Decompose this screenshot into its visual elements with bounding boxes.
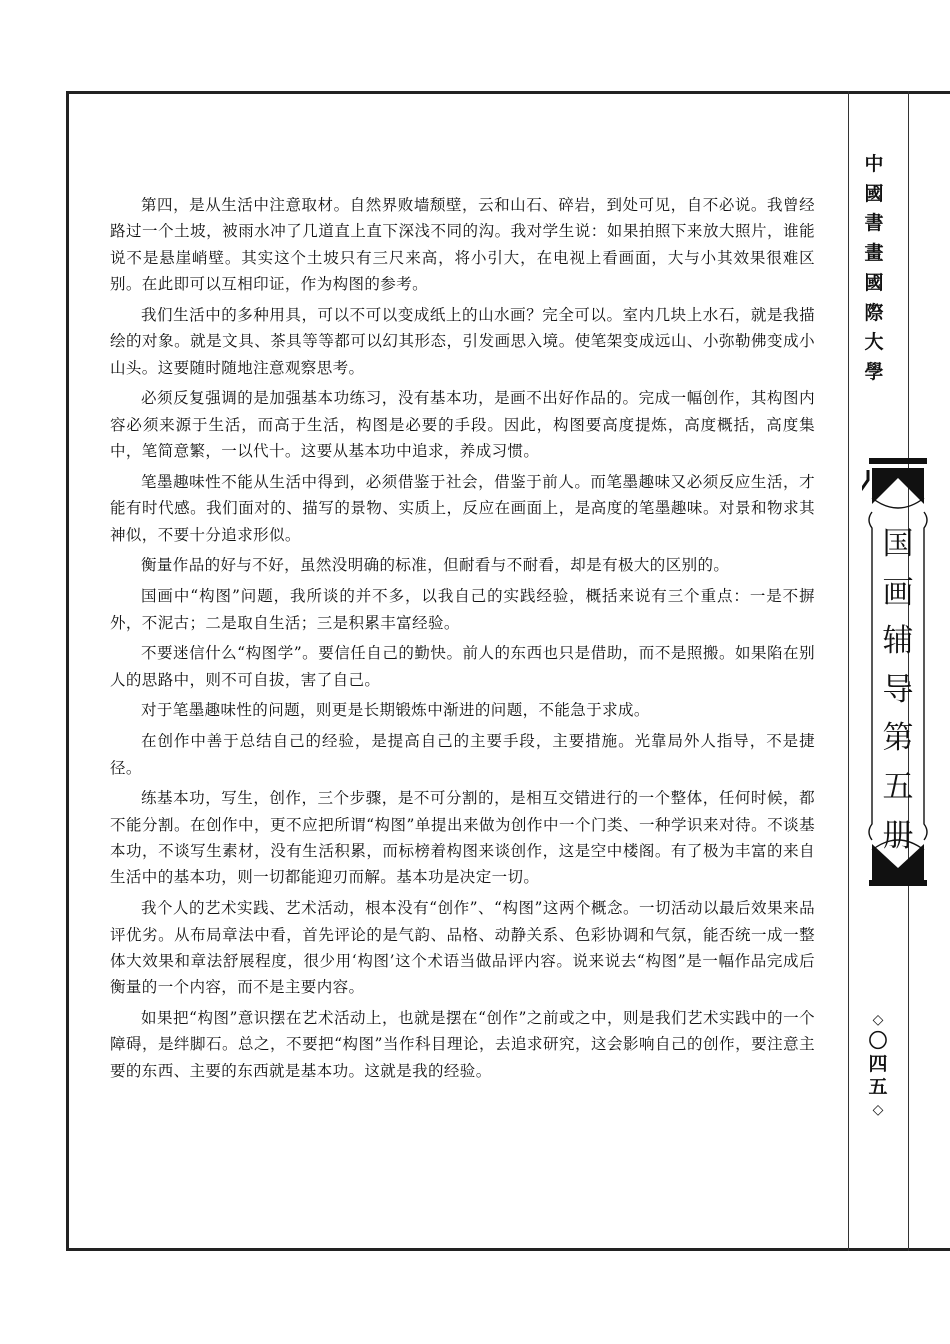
diamond-ornament-icon: ◇ bbox=[872, 1012, 884, 1028]
divider-bar bbox=[869, 880, 927, 886]
side-rule bbox=[848, 91, 849, 1251]
volume-title: 国画辅导第五册 bbox=[882, 526, 914, 854]
page-number: 〇四五 bbox=[868, 1030, 888, 1098]
paragraph: 练基本功，写生，创作，三个步骤，是不可分割的，是相互交错进行的一个整体，任何时候，都不能分割。在创作中，更不应把所谓“构图”单提出来做为创作中一个门类、一种学识来对待。不谈基本功，不谈写生素材，没有生活积累，而标榜着构图来谈创作，这是空中楼阁。有了极为丰富的来自生活中的基本功，则一切都能迎刃而解。基本功是决定一切。 bbox=[110, 789, 815, 887]
paragraph: 如果把“构图”意识摆在艺术活动上，也就是摆在“创作”之前或之中，则是我们艺术实践中的一个障碍，是绊脚石。总之，不要把“构图”当作科目理论，去追求研究，这会影响自己的创作，要注意主要的东西、主要的东西就是基本功。这就是我的经验。 bbox=[110, 1009, 815, 1080]
body-text bbox=[110, 192, 815, 1089]
paragraph: 第四，是从生活中注意取材。自然界败墙颓壁，云和山石、碎岩，到处可见，自不必说。我曾经路过一个土坡，被雨水冲了几道直上直下深浅不同的沟。我对学生说：如果拍照下来放大照片，谁能说不是悬崖峭壁。其实这个土坡只有三尺来高，将小引大，在电视上看画面，大与小其效果很难区别。在此即可以互相印证，作为构图的参考。 bbox=[110, 196, 815, 294]
paragraph: 对于笔墨趣味性的问题，则更是长期锻炼中渐进的问题，不能急于求成。 bbox=[141, 701, 650, 720]
paragraph: 必须反复强调的是加强基本功练习，没有基本功，是画不出好作品的。完成一幅创作，其构图内容必须来源于生活，而高于生活，构图是必要的手段。因此，构图要高度提炼，高度概括，高度集中，笔简意繁，一以代十。这要从基本功中追求，养成习惯。 bbox=[110, 389, 815, 461]
paragraph: 我们生活中的多种用具，可以不可以变成纸上的山水画？完全可以。室内几块上水石，就是我描绘的对象。就是文具、茶具等等都可以幻其形态，引发画思入境。使笔架变成远山、小弥勒佛变成小山头。这要随时随地注意观察思考。 bbox=[110, 305, 815, 377]
paragraph: 国画中“构图”问题，我所谈的并不多，以我自己的实践经验，概括来说有三个重点：一是不摒外，不泥古；二是取自生活；三是积累丰富经验。 bbox=[110, 587, 815, 632]
paragraph: 在创作中善于总结自己的经验，是提高自己的主要手段，主要措施。光靠局外人指导，不是捷径。 bbox=[110, 732, 815, 777]
diamond-ornament-icon: ◇ bbox=[872, 1102, 884, 1118]
paragraph: 笔墨趣味性不能从生活中得到，必须借鉴于社会，借鉴于前人。而笔墨趣味又必须反应生活，才能有时代感。我们面对的、描写的景物、实质上，反应在画面上，是高度的笔墨趣味。对景和物求其神似，不要十分追求形似。 bbox=[110, 472, 815, 544]
paragraph: 不要迷信什么“构图学”。要信任自己的勤快。前人的东西也只是借助，而不是照搬。如果陷在别人的思路中，则不可自拔，害了自己。 bbox=[110, 644, 815, 689]
paragraph: 我个人的艺术实践、艺术活动，根本没有“创作”、“构图”这两个概念。一切活动以最后效果来品评优劣。从布局章法中看，首先评论的是气韵、品格、动静关系、色彩协调和气氛，能否统一成一整体大效果和章法舒展程度，很少用‘构图’这个术语当做品评内容。说来说去“构图”是一幅作品完成后衡量的一个内容，而不是主要内容。 bbox=[110, 899, 815, 997]
book-title: 中國書畫國際大學 bbox=[864, 153, 884, 383]
paragraph: 衡量作品的好与不好，虽然没明确的标准，但耐看与不耐看，却是有极大的区别的。 bbox=[141, 556, 730, 575]
